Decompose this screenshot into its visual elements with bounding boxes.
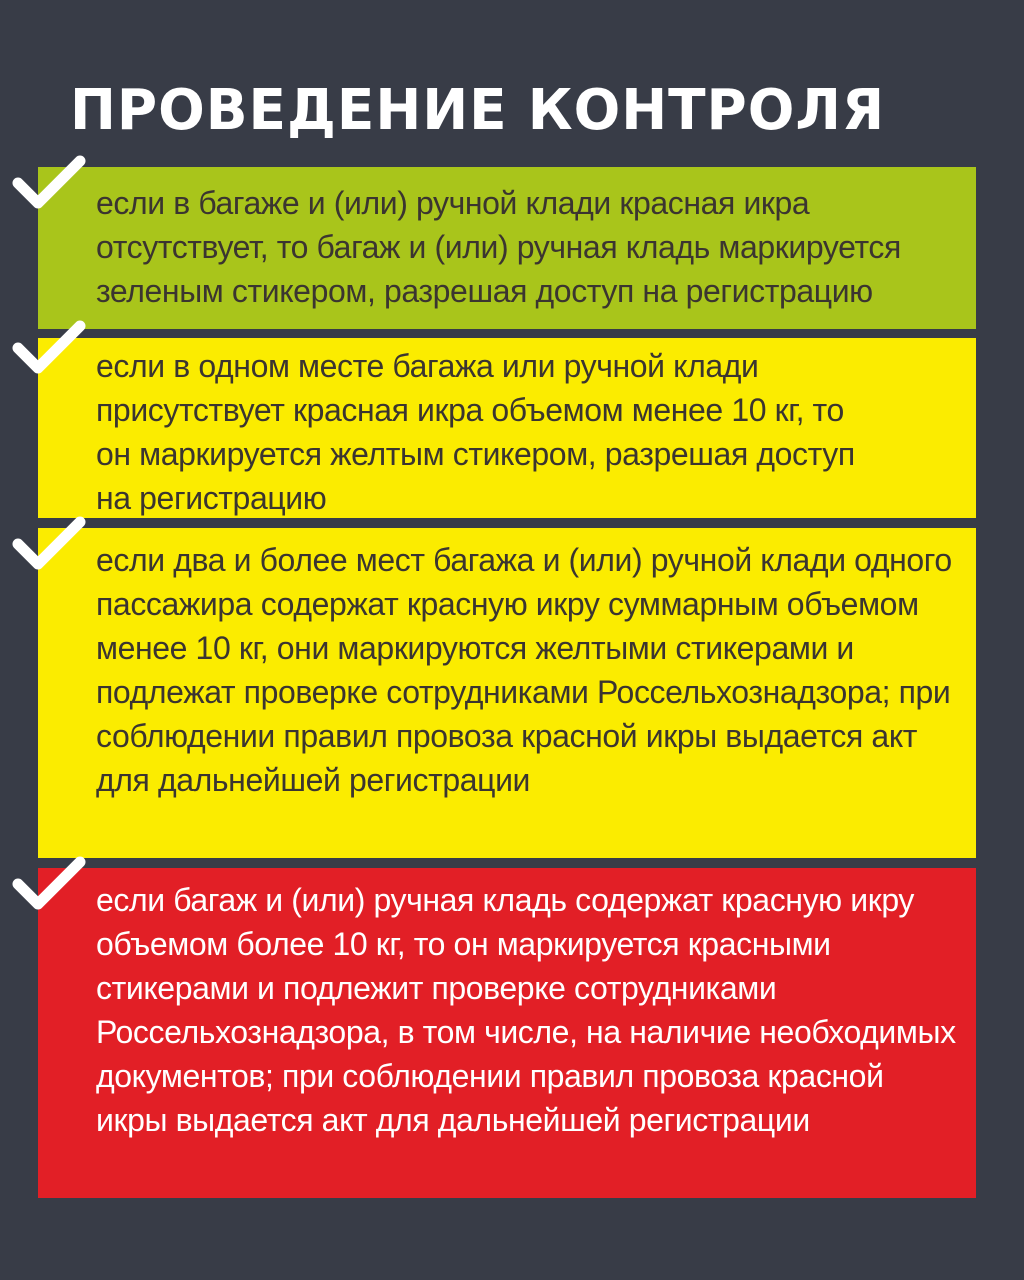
rule-green-sticker <box>38 167 976 329</box>
check-icon <box>8 318 86 380</box>
check-icon <box>8 854 86 916</box>
rule-text: если багаж и (или) ручная кладь содержат красную икру объемом более 10 кг, то он маркируется красными стикерами и подлежит проверке сотрудниками Россельхознадзора, в том числе, на наличие необходимых документов; при соблюдении правил провоза красной икры выдается акт для дальнейшей регистрации <box>96 882 956 1138</box>
rule-text: если в багаже и (или) ручной клади красная икра отсутствует, то багаж и (или) ручная кладь маркируется зеленым стикером, разрешая доступ на регистрацию <box>96 185 901 309</box>
rule-yellow-sticker-multiple <box>38 528 976 858</box>
check-icon <box>8 514 86 576</box>
rule-red-sticker <box>38 868 976 1198</box>
rule-text: если в одном месте багажа или ручной клади присутствует красная икра объемом менее 10 кг, то он маркируется желтым стикером, разрешая доступ на регистрацию <box>96 348 855 516</box>
rule-yellow-sticker-single <box>38 338 976 518</box>
rule-text: если два и более мест багажа и (или) ручной клади одного пассажира содержат красную икру суммарным объемом менее 10 кг, они маркируются желтыми стикерами и подлежат проверке сотрудниками Россельхознадзора; при соблюдении правил провоза красной икры выдается акт для дальнейшей регистрации <box>96 542 952 798</box>
page-title: ПРОВЕДЕНИЕ КОНТРОЛЯ <box>70 78 886 143</box>
check-icon <box>8 153 86 215</box>
